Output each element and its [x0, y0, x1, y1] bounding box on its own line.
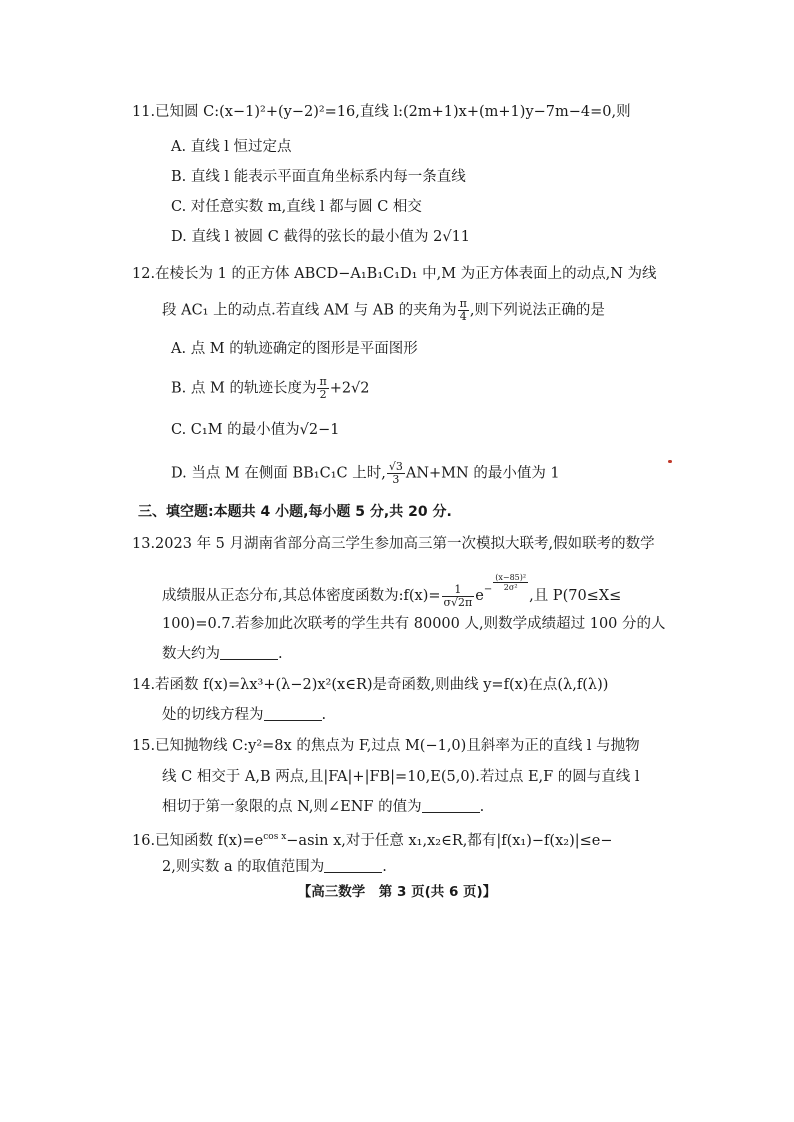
q13-line2: 成绩服从正态分布,其总体密度函数为:f(x)= $\frac{1}{\sigma√2\pi}$ e− $\frac{\text{(x−85)²}}{\text{2σ²}}$ ,且 P(70≤X≤	[162, 573, 622, 609]
q12-option-d	[171, 461, 560, 486]
q11-option-d: D. 直线 l 被圆 C 截得的弦长的最小值为 2√11	[171, 229, 471, 245]
q12-option-b-text: B. 点 M 的轨迹长度为	[171, 380, 317, 397]
q16-exponent: cos x	[263, 832, 287, 842]
q12-stem-line1: 12.在棱长为 1 的正方体 ABCD−A₁B₁C₁D₁ 中,M 为正方体表面上的动点,N 为线	[132, 266, 657, 282]
q15-line1: 15.已知抛物线 C:y²=8x 的焦点为 F,过点 M(−1,0)且斜率为正的直线 l 与抛物	[132, 738, 640, 754]
q12-option-a: A. 点 M 的轨迹确定的图形是平面图形	[171, 341, 418, 357]
fraction-denominator: 4	[459, 310, 467, 323]
q11-option-b: B. 直线 l 能表示平面直角坐标系内每一条直线	[171, 169, 466, 185]
fraction-numerator: √3	[388, 460, 403, 473]
q12-option-c: C. C₁M 的最小值为√2−1	[171, 422, 340, 438]
q16-line1-text: 16.已知函数 f(x)=e	[132, 832, 264, 849]
fraction-denominator: σ√2π	[443, 595, 473, 609]
section-heading: 三、填空题:本题共 4 小题,每小题 5 分,共 20 分.	[138, 504, 452, 520]
q15-line3-text: 相切于第一象限的点 N,则∠ENF 的值为	[162, 799, 422, 815]
fraction-numerator: π	[319, 375, 327, 388]
q13-line2-text: 成绩服从正态分布,其总体密度函数为:f(x)=	[162, 588, 441, 604]
q12-stem-text-a: 段 AC₁ 上的动点.若直线 AM 与 AB 的夹角为	[162, 302, 457, 319]
fraction-numerator: (x−85)²	[495, 573, 527, 582]
q12-stem-text-b: ,则下列说法正确的是	[469, 302, 605, 319]
pdf-coefficient-fraction	[442, 584, 475, 609]
q15-line2: 线 C 相交于 A,B 两点,且|FA|+|FB|=10,E(5,0).若过点 E,F 的圆与直线 l	[162, 769, 640, 785]
q13-line4-text: 数大约为	[162, 646, 220, 662]
q14-line2: 处的切线方程为 .	[162, 707, 327, 723]
fraction-denominator: 2	[319, 388, 327, 401]
answer-blank[interactable]	[264, 706, 322, 721]
q11-option-c: C. 对任意实数 m,直线 l 都与圆 C 相交	[171, 199, 422, 215]
q15-line3: 相切于第一象限的点 N,则∠ENF 的值为 .	[162, 799, 485, 815]
q16-line1-tail: −asin x,对于任意 x₁,x₂∈R,都有|f(x₁)−f(x₂)|≤e−	[286, 832, 613, 849]
pdf-exponent-fraction	[493, 573, 528, 592]
q16-line2-text: 2,则实数 a 的取值范围为	[162, 859, 325, 875]
q12-option-b-fraction	[317, 376, 328, 401]
page-footer: 【高三数学 第 3 页(共 6 页)】	[297, 884, 497, 900]
red-speck-mark	[668, 460, 672, 463]
euler-e: e	[475, 588, 484, 604]
fraction-denominator: 3	[392, 473, 400, 486]
q11-option-a: A. 直线 l 恒过定点	[171, 139, 292, 155]
q12-option-b-tail: +2√2	[329, 380, 370, 397]
fraction-numerator: π	[459, 297, 467, 310]
q12-angle-fraction	[458, 298, 469, 323]
q16-line1	[132, 827, 613, 851]
q13-line4: 数大约为 .	[162, 646, 283, 662]
q14-line2-text: 处的切线方程为	[162, 707, 264, 723]
q14-line1: 14.若函数 f(x)=λx³+(λ−2)x²(x∈R)是奇函数,则曲线 y=f(x)在点(λ,f(λ))	[132, 677, 609, 693]
q11-stem: 11.已知圆 C:(x−1)²+(y−2)²=16,直线 l:(2m+1)x+(m+1)y−7m−4=0,则	[132, 104, 631, 120]
answer-blank[interactable]	[324, 858, 382, 873]
q12-option-d-tail: AN+MN 的最小值为 1	[405, 465, 560, 482]
q13-line2-tail: ,且 P(70≤X≤	[529, 588, 622, 604]
q13-line3: 100)=0.7.若参加此次联考的学生共有 80000 人,则数学成绩超过 100 分的人	[162, 616, 666, 632]
answer-blank[interactable]	[422, 798, 480, 813]
q13-line1: 13.2023 年 5 月湖南省部分高三学生参加高三第一次模拟大联考,假如联考的数学	[132, 536, 655, 552]
answer-blank[interactable]	[220, 645, 278, 660]
q12-option-d-fraction	[387, 461, 405, 486]
q12-option-d-text: D. 当点 M 在侧面 BB₁C₁C 上时,	[171, 465, 386, 482]
q16-line2: 2,则实数 a 的取值范围为 .	[162, 859, 387, 875]
fraction-numerator: 1	[442, 584, 475, 597]
q12-option-b	[171, 376, 370, 401]
q12-stem-line2	[162, 298, 605, 323]
fraction-denominator: 2σ²	[503, 583, 518, 592]
